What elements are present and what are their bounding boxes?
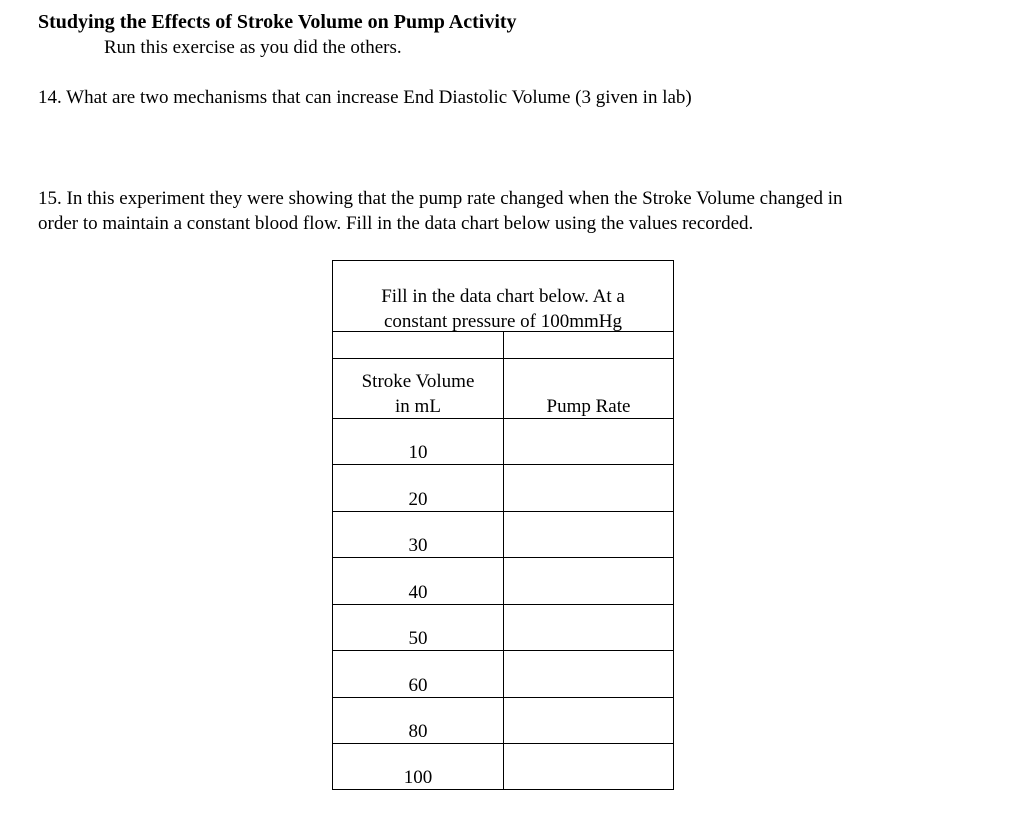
page-title: Studying the Effects of Stroke Volume on Pump Activity [38,11,517,33]
header-stroke-volume [333,369,503,419]
table-caption-line-1: Fill in the data chart below. At a [381,286,625,307]
question-14: 14. What are two mechanisms that can increase End Diastolic Volume (3 given in lab) [38,87,692,108]
stroke-volume-cell: 80 [408,721,428,742]
question-15 [38,186,988,236]
header-stroke-volume-line-2: in mL [395,396,441,417]
stroke-volume-cell: 50 [408,628,428,649]
stroke-volume-cell: 100 [403,767,433,788]
stroke-volume-cell: 10 [408,442,428,463]
question-15-line-2: order to maintain a constant blood flow. Fill in the data chart below using the values recorded. [38,213,754,234]
row-divider [333,358,673,359]
header-stroke-volume-line-1: Stroke Volume [361,371,475,392]
stroke-volume-cell: 20 [408,489,428,510]
table-caption-line-2: constant pressure of 100mmHg [384,311,622,332]
stroke-volume-cell: 40 [408,582,428,603]
header-pump-rate: Pump Rate [546,396,631,417]
data-chart-table [332,260,674,790]
question-15-line-1: 15. In this experiment they were showing that the pump rate changed when the Stroke Volume changed in [38,188,843,209]
instructions: Run this exercise as you did the others. [104,37,402,58]
table-caption [333,261,673,332]
stroke-volume-cell: 60 [408,675,428,696]
stroke-volume-cell: 30 [408,535,428,556]
